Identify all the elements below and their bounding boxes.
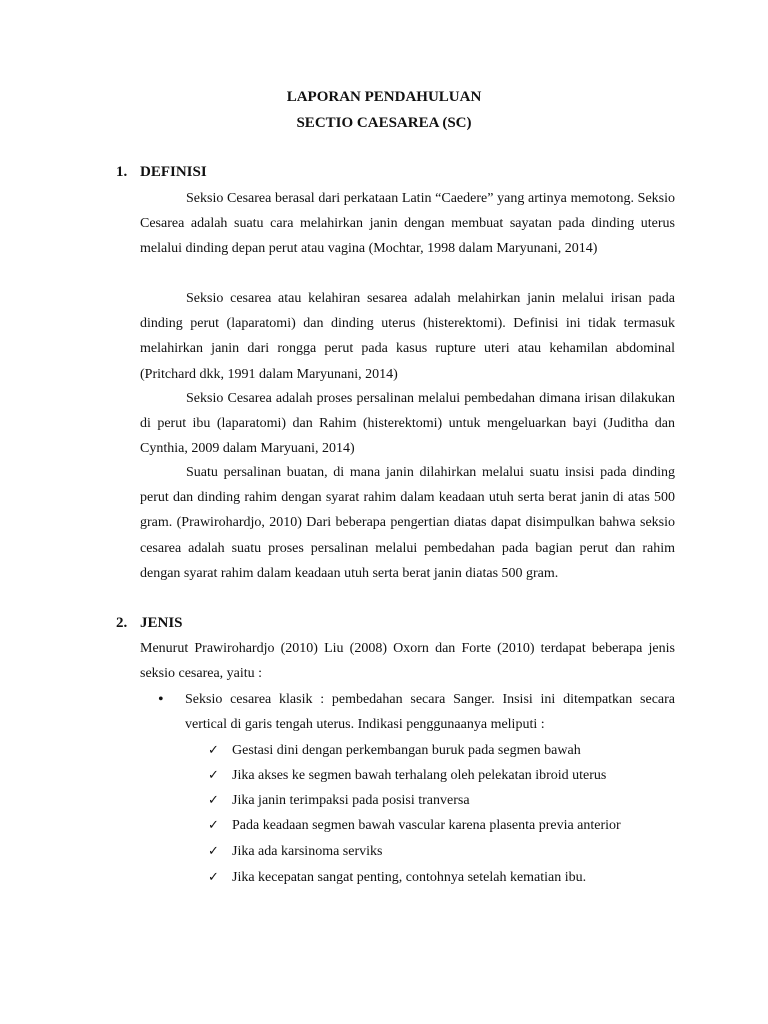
section-heading-definisi: DEFINISI	[140, 164, 207, 180]
checkmark-icon: ✓	[208, 870, 219, 885]
checkmark-icon: ✓	[208, 793, 219, 808]
section-number: 1.	[116, 164, 128, 180]
paragraph: Seksio cesarea atau kelahiran sesarea adalah melahirkan janin melalui irisan pada dinding perut (laparatomi) dan dinding uterus (histerektomi). Definisi ini tidak termasuk melahirkan janin dari rongga perut pada kasus rupture uteri atau kehamilan abdominal (Pritchard dkk, 1991 dalam Maryunani, 2014)	[140, 291, 675, 382]
list-item	[208, 816, 621, 836]
paragraph: Seksio Cesarea berasal dari perkataan Latin “Caedere” yang artinya memotong. Seksio Cesarea adalah suatu cara melahirkan janin dengan membuat sayatan pada dinding uterus melalui dinding depan perut atau vagina (Mochtar, 1998 dalam Maryunani, 2014)	[140, 191, 675, 257]
bullet-text: Seksio cesarea klasik : pembedahan secara Sanger. Insisi ini ditempatkan secara vertical di garis tengah uterus. Indikasi penggunaanya meliputi :	[185, 692, 675, 733]
list-item	[208, 842, 382, 862]
checkmark-icon: ✓	[208, 743, 219, 758]
document-title: LAPORAN PENDAHULUAN	[286, 89, 482, 105]
list-item	[208, 791, 470, 811]
list-item-text: Pada keadaan segmen bawah vascular karena plasenta previa anterior	[232, 818, 621, 833]
list-item	[208, 766, 606, 786]
checkmark-icon: ✓	[208, 818, 219, 833]
paragraph: Menurut Prawirohardjo (2010) Liu (2008) Oxorn dan Forte (2010) terdapat beberapa jenis seksio cesarea, yaitu :	[140, 641, 675, 682]
section-heading-jenis: JENIS	[140, 615, 183, 631]
list-item-text: Jika kecepatan sangat penting, contohnya setelah kematian ibu.	[232, 870, 587, 885]
list-item	[208, 868, 586, 888]
checkmark-icon: ✓	[208, 768, 219, 783]
list-item-text: Jika ada karsinoma serviks	[232, 844, 383, 859]
document-subtitle: SECTIO CAESAREA (SC)	[296, 115, 472, 131]
bullet-marker: •	[158, 691, 164, 708]
list-item	[208, 741, 581, 761]
section-number: 2.	[116, 615, 128, 631]
list-item-text: Jika janin terimpaksi pada posisi tranversa	[232, 793, 470, 808]
paragraph: Seksio Cesarea adalah proses persalinan melalui pembedahan dimana irisan dilakukan di perut ibu (laparatomi) dan Rahim (histerektomi) untuk mengeluarkan bayi (Juditha dan Cynthia, 2009 dalam Maryuani, 2014)	[140, 391, 675, 457]
checkmark-icon: ✓	[208, 844, 219, 859]
list-item-text: Gestasi dini dengan perkembangan buruk pada segmen bawah	[232, 743, 581, 758]
paragraph: Suatu persalinan buatan, di mana janin dilahirkan melalui suatu insisi pada dinding perut dan dinding rahim dengan syarat rahim dalam keadaan utuh serta berat janin di atas 500 gram. (Prawirohardjo, 2010) Dari beberapa pengertian diatas dapat disimpulkan bahwa seksio cesarea adalah suatu proses persalinan melalui pembedahan pada bagian perut dan rahim dengan syarat rahim dalam keadaan utuh serta berat janin diatas 500 gram.	[140, 465, 675, 581]
list-item-text: Jika akses ke segmen bawah terhalang oleh pelekatan ibroid uterus	[232, 768, 607, 783]
